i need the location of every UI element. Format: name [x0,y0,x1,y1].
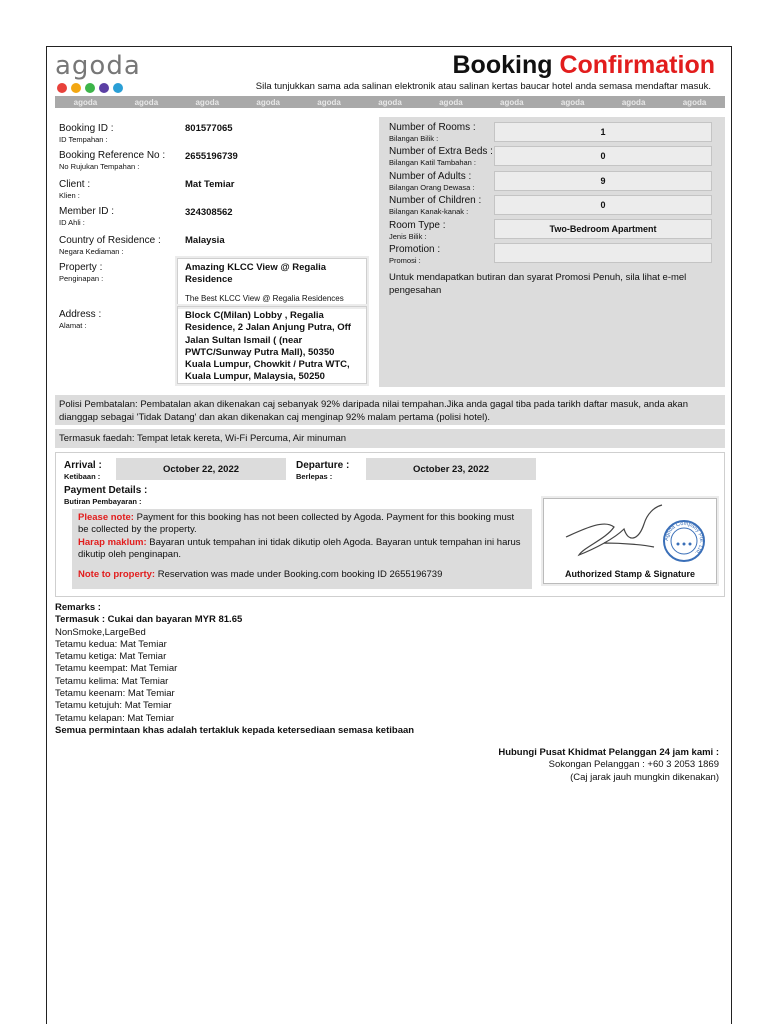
payment-details-label [64,485,147,506]
contact-phone: Sokongan Pelanggan : +60 3 2053 1869 [548,759,719,771]
promotion-label-ms: Promosi : [389,256,421,265]
page-title [453,51,716,80]
arrival-date: October 22, 2022 [116,458,286,480]
promotion-value [494,243,712,263]
property-label [59,262,103,283]
payment-details-label-ms: Butiran Pembayaran : [64,497,142,506]
contact-title: Hubungi Pusat Khidmat Pelanggan 24 jam kami : [498,747,719,758]
booking-id-value: 801577065 [185,123,233,134]
band-text: agoda [500,97,524,107]
logo-dot [57,83,67,93]
agoda-logo [55,51,141,93]
contact-note: (Caj jarak jauh mungkin dikenakan) [570,771,719,783]
room-type-label-en: Room Type : [389,220,446,231]
remarks-footer: Semua permintaan khas adalah tertakluk kepada ketersediaan semasa ketibaan [55,724,415,736]
address-label-en: Address : [59,309,102,320]
arrival-label-en: Arrival : [64,460,102,471]
property-label-en: Property : [59,262,103,273]
arrival-label [64,460,102,481]
member-id-value: 324308562 [185,207,233,218]
remarks-line: Tetamu ketiga: Mat Temiar [55,651,167,663]
payment-notice-box [72,509,532,589]
departure-date: October 23, 2022 [366,458,536,480]
please-note-label: Please note: [78,512,134,523]
harap-maklum [78,537,526,562]
payment-details-label-en: Payment Details : [64,485,148,496]
remarks-line: Tetamu keenam: Mat Temiar [55,688,175,700]
client-label-ms: Klien : [59,191,80,200]
logo-dot [71,83,81,93]
promotion-label [389,244,440,265]
band-text: agoda [378,97,402,107]
harap-maklum-text: Bayaran untuk tempahan ini tidak dikutip oleh Agoda. Bayaran untuk tempahan ini harus dikutip oleh penginapan. [78,536,521,561]
note-to-property-text: Reservation was made under Booking.com booking ID 2655196739 [157,568,443,580]
page-subtitle: Sila tunjukkan sama ada salinan elektronik atau salinan kertas baucar hotel anda semasa mendaftar masuk. [255,81,711,92]
member-id-label-en: Member ID : [59,206,115,217]
band-text: agoda [195,97,220,107]
agoda-band [55,96,725,108]
remarks-line: Tetamu ketujuh: Mat Temiar [55,700,172,712]
band-text: agoda [73,97,98,107]
member-id-label-ms: ID Ahli : [59,218,85,227]
children-label-ms: Bilangan Kanak-kanak : [389,207,469,216]
voucher-page [46,46,732,1024]
departure-label-ms: Berlepas : [296,472,333,481]
booking-id-label-en: Booking ID : [59,123,114,134]
client-label-en: Client : [59,179,91,190]
remarks-line: Tetamu keempat: Mat Temiar [55,663,178,675]
logo-dot [85,83,95,93]
rooms-value: 1 [494,122,712,142]
harap-maklum-label: Harap maklum: [78,536,147,548]
room-type-value: Two-Bedroom Apartment [494,219,712,239]
country-label-en: Country of Residence : [59,235,161,246]
booking-ref-value: 2655196739 [185,151,238,162]
adults-label [389,171,474,192]
note-to-property [78,569,526,581]
remarks-line: NonSmoke,LargeBed [55,626,146,638]
title-confirmation: Confirmation [559,51,715,79]
remarks-line: Tetamu kelapan: Mat Temiar [55,712,175,724]
customer-service-contact [498,747,719,784]
address-label-ms: Alamat : [59,321,87,330]
extra-beds-label-ms: Bilangan Katil Tambahan : [389,158,477,167]
booking-id-label [59,123,113,144]
band-text: agoda [134,97,159,107]
please-note [78,512,526,537]
booking-ref-label-ms: No Rujukan Tempahan : [59,162,140,171]
stamp-ring-text: Agoda Company Pte. Ltd. [663,520,705,556]
logo-dots [57,83,141,93]
booking-details-panel [379,117,725,387]
promotion-label-en: Promotion : [389,244,441,255]
room-type-label [389,220,446,241]
member-id-label [59,206,114,227]
booking-ref-label-en: Booking Reference No : [59,150,166,161]
country-label [59,235,161,256]
client-label [59,179,90,200]
booking-ref-label [59,150,165,171]
remarks-tax: Termasuk : Cukai dan bayaran MYR 81.65 [55,614,243,626]
note-to-property-label: Note to property: [78,568,156,580]
room-type-label-ms: Jenis Bilik : [389,232,427,241]
property-box [177,258,367,307]
country-value: Malaysia [185,235,225,246]
country-label-ms: Negara Kediaman : [59,247,124,256]
band-text: agoda [439,97,463,107]
departure-label [296,460,349,481]
stay-payment-box [55,452,725,597]
remarks-title: Remarks : [55,602,101,613]
logo-text: agoda [55,51,141,81]
property-name: Amazing KLCC View @ Regalia Residence [185,262,327,285]
remarks-line: Tetamu kedua: Mat Temiar [55,638,167,650]
arrival-label-ms: Ketibaan : [64,472,101,481]
adults-value: 9 [494,171,712,191]
children-label-en: Number of Children : [389,195,482,206]
address-label [59,309,101,330]
property-label-ms: Penginapan : [59,274,104,283]
rooms-label-en: Number of Rooms : [389,122,476,133]
property-subname: The Best KLCC View @ Regalia Residences [185,294,344,303]
children-label [389,195,481,216]
stamp-caption: Authorized Stamp & Signature [564,569,695,579]
rooms-label-ms: Bilangan Bilik : [389,134,439,143]
band-text: agoda [621,97,646,107]
band-text: agoda [256,97,280,107]
promotion-note: Untuk mendapatkan butiran dan syarat Promosi Penuh, sila lihat e-mel pengesahan [389,272,687,296]
address-value: Block C(Milan) Lobby , Regalia Residence, 2 Jalan Anjung Putra, Off Jalan Sultan Ismail ( (near PWTC/Sunway Putra Mall), 50350 Kuala Lumpur, Chowkit / Putra WTC, Kuala Lumpur, Malaysia, 50250 [177,306,367,384]
remarks-line: Tetamu kelima: Mat Temiar [55,675,169,687]
cancellation-policy: Polisi Pembatalan: Pembatalan akan dikenakan caj sebanyak 92% daripada nilai tempahan.Jika anda gagal tiba pada tarikh daftar masuk, anda akan dianggap sebagai 'Tidak Datang' dan akan dikenakan caj menginap 92% malam pertama (polisi hotel). [55,395,725,425]
client-value: Mat Temiar [185,179,235,190]
title-booking: Booking [452,51,553,79]
logo-dot [113,83,123,93]
band-text: agoda [682,97,707,107]
adults-label-en: Number of Adults : [389,171,472,182]
children-value: 0 [494,195,712,215]
adults-label-ms: Bilangan Orang Dewasa : [389,183,475,192]
extra-beds-value: 0 [494,146,712,166]
stamp-signature-box [543,498,717,584]
band-text: agoda [560,97,585,107]
please-note-text: Payment for this booking has not been collected by Agoda. Payment for this booking must be collected by the property. [78,512,515,536]
logo-dot [99,83,109,93]
band-text: agoda [317,97,341,107]
booking-id-label-ms: ID Tempahan : [59,135,108,144]
signature-stamp-icon [544,499,718,569]
departure-label-en: Departure : [296,460,350,471]
extra-beds-label [389,146,493,167]
rooms-label [389,122,476,143]
benefits-band: Termasuk faedah: Tempat letak kereta, Wi-Fi Percuma, Air minuman [55,429,725,448]
remarks-section [55,602,414,737]
extra-beds-label-en: Number of Extra Beds : [389,146,493,157]
